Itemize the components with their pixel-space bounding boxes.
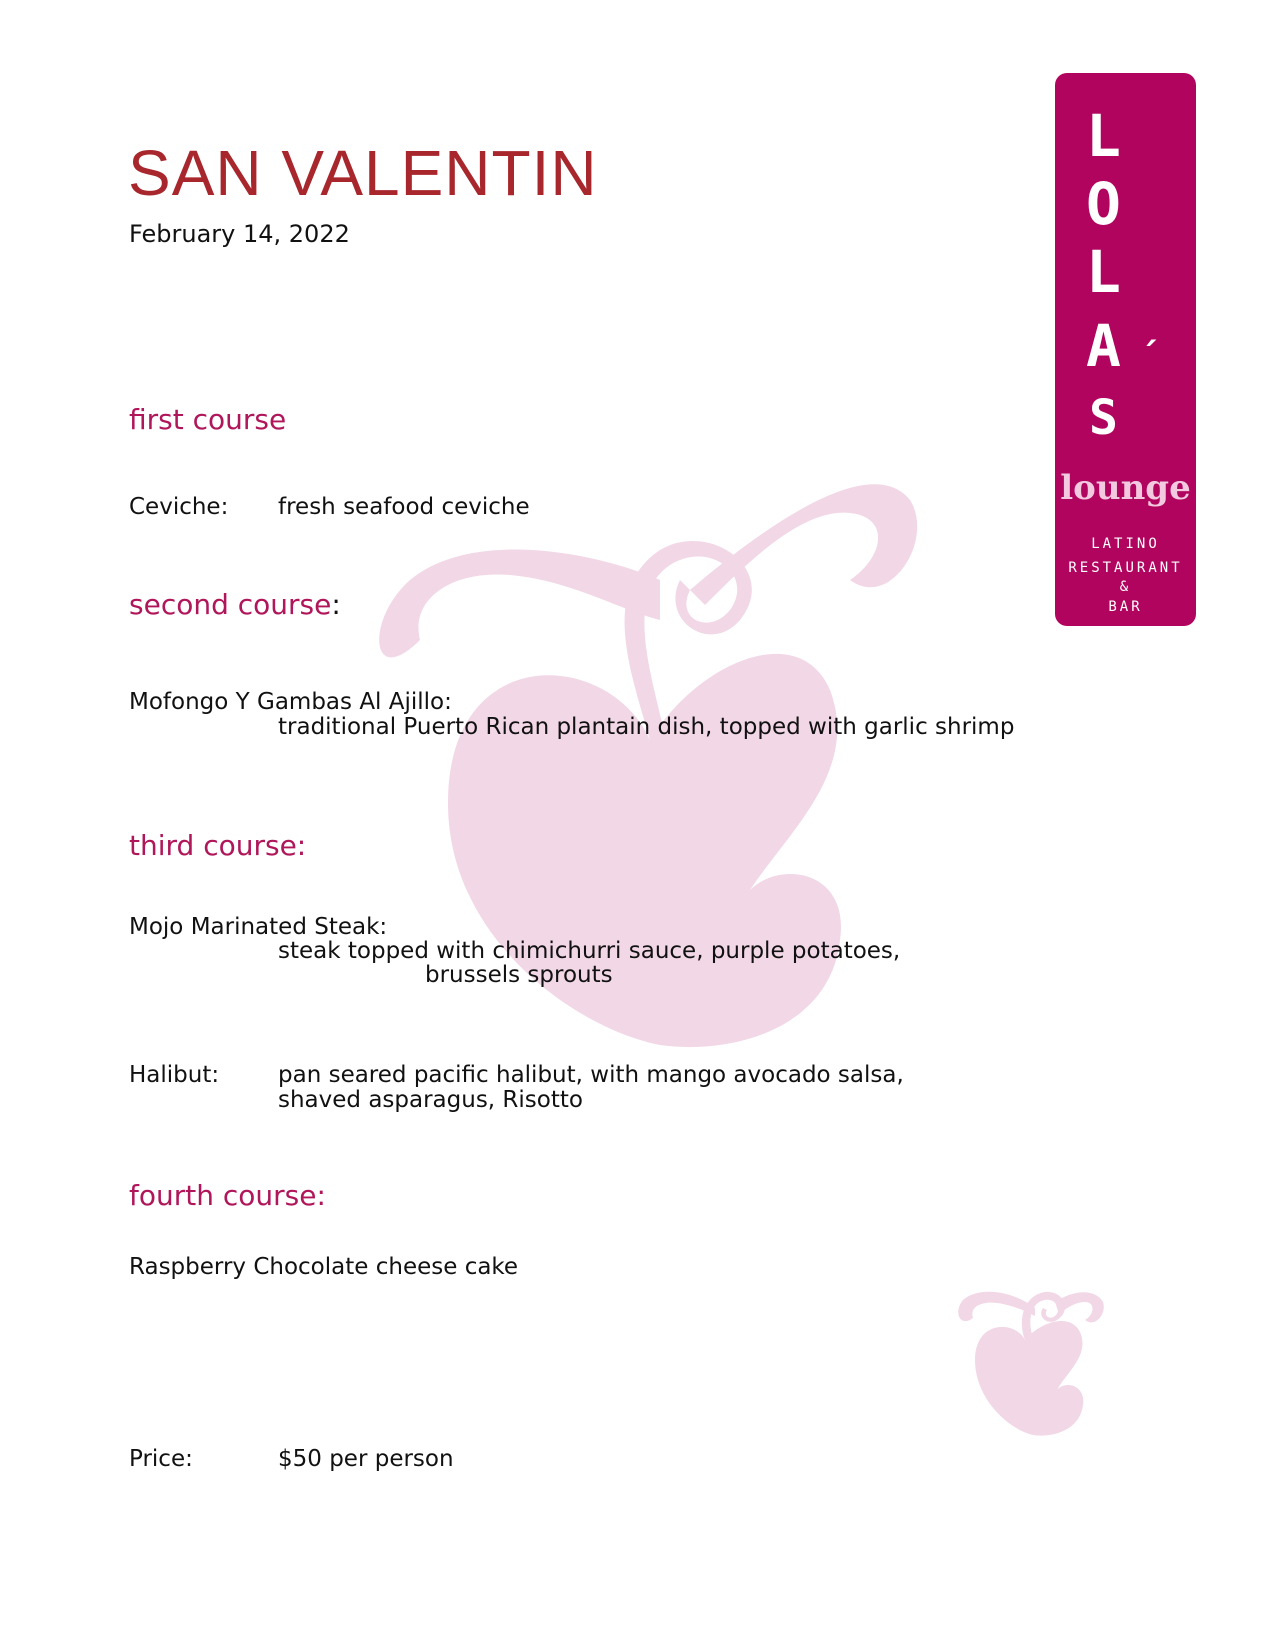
lolas-lounge-logo	[1055, 73, 1196, 626]
logo-sub-ampersand: &	[1119, 579, 1132, 595]
course-heading-first: first course	[129, 403, 287, 436]
menu-date: February 14, 2022	[129, 220, 350, 248]
course-heading-fourth-colon: :	[316, 1179, 326, 1212]
logo-letter-l1: L	[1086, 102, 1121, 170]
item-name-halibut: Halibut:	[129, 1062, 220, 1088]
item-description-ceviche: fresh seafood ceviche	[278, 494, 530, 520]
logo-letter-o: O	[1086, 170, 1121, 238]
item-name-dessert: Raspberry Chocolate cheese cake	[129, 1254, 519, 1280]
course-heading-second-colon: :	[331, 588, 341, 621]
item-description-mojo-steak-line2: brussels sprouts	[425, 962, 613, 988]
logo-sub-restaurant: RESTAURANT	[1068, 560, 1183, 576]
item-name-mofongo: Mofongo Y Gambas Al Ajillo:	[129, 689, 452, 715]
course-heading-second	[129, 588, 341, 621]
logo-letter-l2: L	[1086, 238, 1121, 306]
item-name-mojo-steak: Mojo Marinated Steak:	[129, 914, 388, 940]
course-heading-fourth	[129, 1179, 326, 1212]
logo-sub-latino: LATINO	[1091, 536, 1160, 552]
logo-letter-s: S	[1089, 390, 1118, 446]
heart-swirl-small-icon	[955, 1280, 1105, 1440]
item-description-halibut-line2: shaved asparagus, Risotto	[278, 1087, 583, 1113]
course-heading-fourth-text: fourth course	[129, 1179, 317, 1212]
menu-title: SAN VALENTIN	[128, 137, 598, 209]
course-heading-second-text: second course	[129, 588, 332, 621]
item-description-mofongo: traditional Puerto Rican plantain dish, topped with garlic shrimp	[278, 714, 1015, 740]
price-label: Price:	[129, 1446, 193, 1472]
logo-letter-a: A	[1086, 312, 1121, 380]
logo-accent-mark: ´	[1140, 336, 1158, 377]
price-value: $50 per person	[278, 1446, 454, 1472]
logo-lounge-text: lounge	[1060, 468, 1191, 508]
item-name-ceviche: Ceviche:	[129, 494, 229, 520]
item-description-halibut-line1: pan seared pacific halibut, with mango avocado salsa,	[278, 1062, 904, 1088]
item-description-mojo-steak-line1: steak topped with chimichurri sauce, purple potatoes,	[278, 938, 901, 964]
course-heading-third: third course:	[129, 829, 307, 862]
logo-sub-bar: BAR	[1108, 599, 1143, 615]
